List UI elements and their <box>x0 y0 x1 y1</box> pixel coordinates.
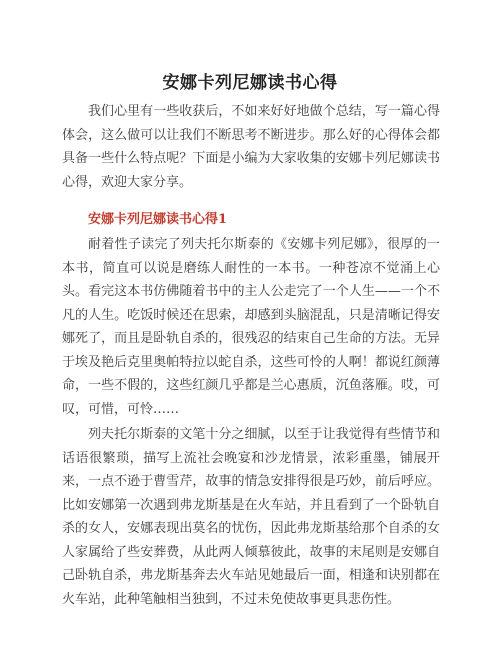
body-paragraph-2: 列夫托尔斯泰的文笔十分之细腻，以至于让我觉得有些情节和话语很繁琐，描写上流社会晚宴和沙龙情景，浓彩重墨，铺展开来，一点不逊于曹雪芹，故事的情急安排得很是巧妙，前后呼应。比如安娜第一次遇到弗龙斯基是在火车站，并且看到了一个卧轨自杀的女人，安娜表现出莫名的忧伤，因此弗龙斯基给那个自杀的女人家属给了些安葬费，从此两人倾慕彼此，故事的末尾则是安娜自己卧轨自杀，弗龙斯基奔去火车站见她最后一面，相逢和诀别都在火车站，此种笔触相当独到，不过未免使故事更具悲伤性。 <box>62 427 440 607</box>
document-title: 安娜卡列尼娜读书心得 <box>162 73 338 93</box>
section-heading: 安娜卡列尼娜读书心得1 <box>88 212 228 227</box>
body-paragraph-1: 耐着性子读完了列夫托尔斯泰的《安娜卡列尼娜》，很厚的一本书，简直可以说是磨练人耐性的一本书。一种苍凉不觉涌上心头。看完这本书仿佛随着书中的主人公走完了一个人生——一个不凡的人生。吃饭时候还在思索，却感到头脑混乱，只是清晰记得安娜死了，而且是卧轨自杀的，很残忍的结束自己生命的方法。无异于埃及艳后克里奥帕特拉以蛇自杀，这些可怜的人啊！都说红颜薄命，一些不假的，这些红颜几乎都是兰心惠质，沉鱼落雁。哎，可叹，可惜，可怜…… <box>62 237 440 417</box>
intro-paragraph: 我们心里有一些收获后，不如来好好地做个总结，写一篇心得体会，这么做可以让我们不断思考不断进步。那么好的心得体会都具备一些什么特点呢？下面是小编为大家收集的安娜卡列尼娜读书心得，欢迎大家分享。 <box>62 104 440 190</box>
